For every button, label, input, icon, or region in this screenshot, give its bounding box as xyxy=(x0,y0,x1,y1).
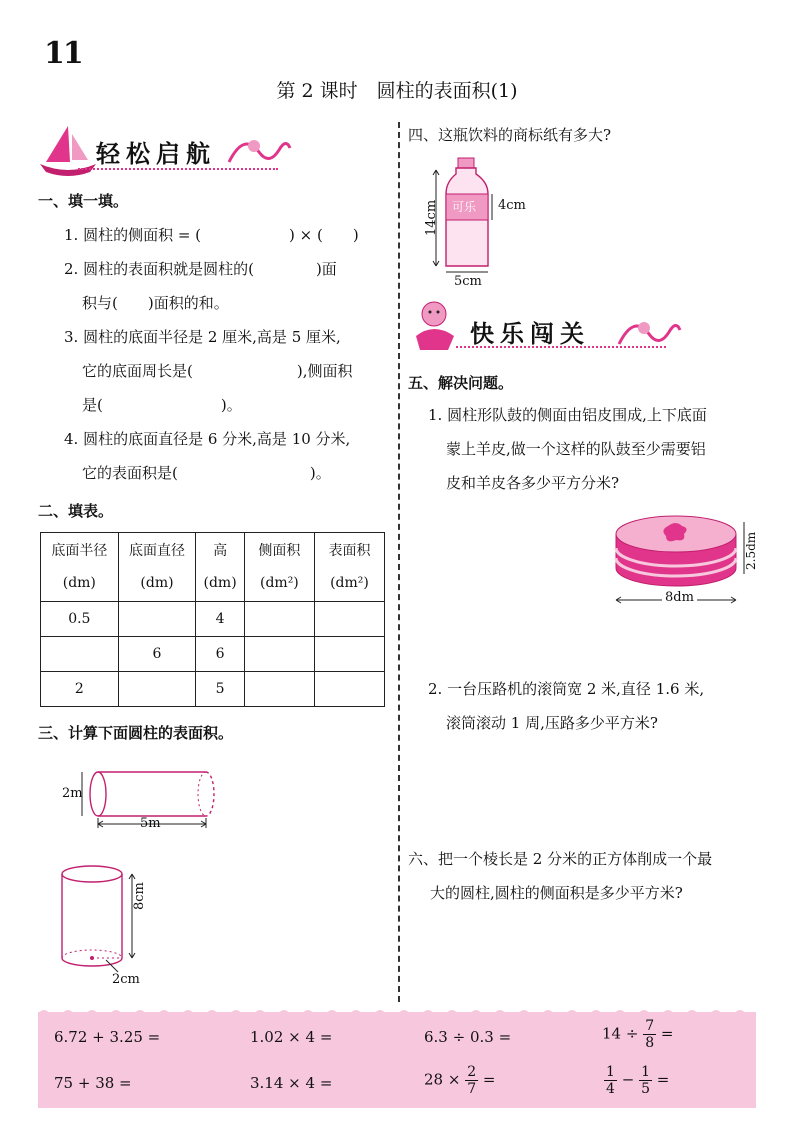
bottle-width-dimension: 5cm xyxy=(454,274,482,289)
table-header-cell: 底面直径 (dm) xyxy=(118,533,196,602)
fraction: $\frac{1}{4}$ xyxy=(606,1064,615,1097)
calc-item[interactable]: 1.02 × 4 = xyxy=(250,1028,333,1046)
table-cell[interactable] xyxy=(244,672,314,707)
table-cell[interactable] xyxy=(314,637,384,672)
table-cell[interactable]: 5 xyxy=(196,672,245,707)
s1-q3-c: 是( xyxy=(82,396,103,414)
fig1-height-label: 2m xyxy=(62,786,83,801)
calc-item-fraction[interactable] xyxy=(602,1018,674,1051)
s1-q1-b: ) × ( xyxy=(289,226,323,244)
section3-heading: 三、计算下面圆柱的表面积。 xyxy=(38,724,234,742)
fill-table xyxy=(40,532,385,707)
calc-item-fraction[interactable] xyxy=(424,1064,496,1097)
calc-suffix: = xyxy=(660,1024,674,1043)
s5-q2-line1: 2. 一台压路机的滚筒宽 2 米,直径 1.6 米, xyxy=(428,680,705,698)
fig2-radius-label: 2cm xyxy=(112,972,140,987)
s5-q1-line2: 蒙上羊皮,做一个这样的队鼓至少需要铝 xyxy=(446,440,706,458)
table-row xyxy=(41,602,385,637)
table-cell[interactable] xyxy=(244,602,314,637)
child-mascot-icon xyxy=(408,296,462,356)
s1-q2-a: 2. 圆柱的表面积就是圆柱的( xyxy=(64,260,254,278)
table-cell[interactable] xyxy=(118,672,196,707)
table-cell[interactable] xyxy=(244,637,314,672)
section4-heading: 四、这瓶饮料的商标纸有多大? xyxy=(408,126,612,144)
table-header-row xyxy=(41,533,385,602)
banner-qingsong-text: 轻松启航 xyxy=(96,140,216,168)
s1-q4-line1: 4. 圆柱的底面直径是 6 分米,高是 10 分米, xyxy=(64,430,351,448)
vertical-cylinder-figure xyxy=(56,860,176,990)
bottle-figure xyxy=(428,156,528,286)
page-title: 第 2 课时 圆柱的表面积(1) xyxy=(276,80,518,102)
table-cell[interactable] xyxy=(118,602,196,637)
s1-q2-b: )面 xyxy=(315,260,337,278)
bottle-label-text: 可乐 xyxy=(452,200,477,214)
calc-prefix: 28 × xyxy=(424,1070,461,1089)
banner-kuaile-text: 快乐闯关 xyxy=(470,320,590,348)
drum-height-label: 2.5dm xyxy=(744,531,758,570)
calc-item[interactable]: 6.3 ÷ 0.3 = xyxy=(424,1028,512,1046)
table-cell[interactable]: 6 xyxy=(118,637,196,672)
table-header-cell: 表面积 (dm²) xyxy=(314,533,384,602)
s6-line2: 大的圆柱,圆柱的侧面积是多少平方米? xyxy=(430,884,683,902)
section5-heading: 五、解决问题。 xyxy=(408,374,514,392)
table-cell[interactable]: 2 xyxy=(41,672,119,707)
fraction: $\frac{7}{8}$ xyxy=(645,1018,655,1051)
s1-q3-line1: 3. 圆柱的底面半径是 2 厘米,高是 5 厘米, xyxy=(64,328,341,346)
s1-q1-c: ) xyxy=(352,226,359,244)
calc-operator: − xyxy=(621,1070,635,1089)
fig2-height-label: 8cm xyxy=(132,882,147,910)
fraction: $\frac{1}{5}$ xyxy=(641,1064,650,1097)
swirl-ornament-icon xyxy=(224,132,294,172)
calc-item[interactable]: 3.14 × 4 = xyxy=(250,1074,333,1092)
table-cell[interactable] xyxy=(314,672,384,707)
calc-item[interactable]: 6.72 + 3.25 = xyxy=(54,1028,161,1046)
fig1-length-label: 5m xyxy=(140,816,161,831)
page-number: 11 xyxy=(44,36,82,71)
calc-prefix: 14 ÷ xyxy=(602,1024,639,1043)
wavy-edge-ornament xyxy=(38,1006,756,1014)
s5-q1-line1: 1. 圆柱形队鼓的侧面由铝皮围成,上下底面 xyxy=(428,406,707,424)
s5-q1-line3: 皮和羊皮各多少平方分米? xyxy=(446,474,620,492)
s1-q3-line3 xyxy=(82,388,242,422)
s1-q4-a: 它的表面积是( xyxy=(82,464,178,482)
table-cell[interactable]: 6 xyxy=(196,637,245,672)
table-row xyxy=(41,637,385,672)
fraction: $\frac{2}{7}$ xyxy=(467,1064,477,1097)
table-cell[interactable] xyxy=(314,602,384,637)
s1-q2-line2: 积与( )面积的和。 xyxy=(82,294,229,312)
s6-line1: 六、把一个棱长是 2 分米的正方体削成一个最 xyxy=(408,850,713,868)
drum-width-label: 8dm xyxy=(662,590,697,605)
s1-q2-line1 xyxy=(64,252,337,286)
calc-item-fraction[interactable] xyxy=(604,1064,669,1097)
banner-qingsong xyxy=(38,124,298,178)
banner-underline xyxy=(456,346,666,348)
s1-q1 xyxy=(64,218,359,252)
table-header-cell: 底面半径 (dm) xyxy=(41,533,119,602)
calc-suffix: = xyxy=(656,1070,670,1089)
table-cell[interactable] xyxy=(41,637,119,672)
banner-kuaile xyxy=(408,296,708,360)
s1-q3-b: ),侧面积 xyxy=(296,362,353,380)
s5-q2-line2: 滚筒滚动 1 周,压路多少平方米? xyxy=(446,714,658,732)
s1-q4-b: )。 xyxy=(309,464,331,482)
s1-q3-d: )。 xyxy=(220,396,242,414)
table-cell[interactable]: 4 xyxy=(196,602,245,637)
table-header-cell: 高 (dm) xyxy=(196,533,245,602)
s1-q4-line2 xyxy=(82,456,331,490)
label-height-dimension: 4cm xyxy=(498,198,526,213)
s1-q3-line2 xyxy=(82,354,352,388)
table-row xyxy=(41,672,385,707)
s1-q3-a: 它的底面周长是( xyxy=(82,362,193,380)
calc-suffix: = xyxy=(482,1070,496,1089)
bottle-height-dimension: 14cm xyxy=(424,199,439,236)
column-divider xyxy=(398,122,400,1002)
table-header-cell: 侧面积 (dm²) xyxy=(244,533,314,602)
calc-item[interactable]: 75 + 38 = xyxy=(54,1074,132,1092)
banner-underline xyxy=(78,168,278,170)
table-cell[interactable]: 0.5 xyxy=(41,602,119,637)
section2-heading: 二、填表。 xyxy=(38,502,114,520)
s1-q1-a: 1. 圆柱的侧面积 = ( xyxy=(64,226,202,244)
swirl-ornament-icon xyxy=(614,312,684,356)
section1-heading: 一、填一填。 xyxy=(38,192,129,210)
